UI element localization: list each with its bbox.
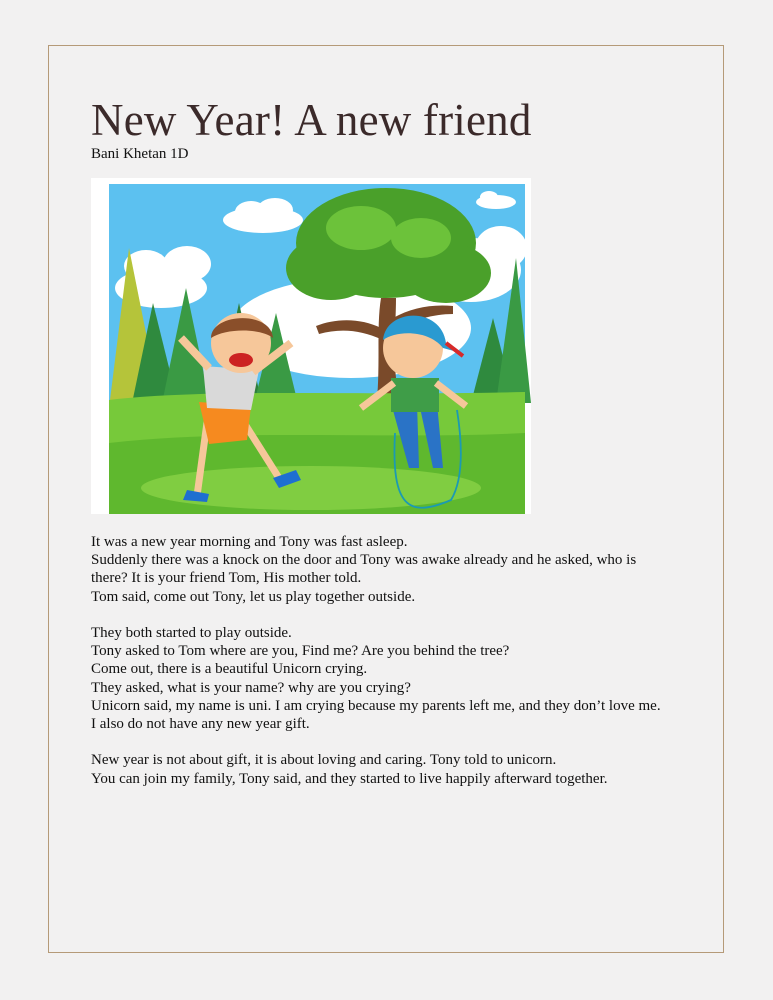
story-line: They asked, what is your name? why are you crying?	[91, 679, 411, 696]
story-line: Unicorn said, my name is uni. I am crying because my parents left me, and they don’t love me.	[91, 697, 661, 714]
story-line: Tom said, come out Tony, let us play together outside.	[91, 588, 416, 605]
story-line: there? It is your friend Tom, His mother told.	[91, 570, 362, 587]
story-paragraph-2	[91, 624, 711, 733]
story-line: They both started to play outside.	[91, 625, 292, 641]
story-paragraph-3	[91, 751, 711, 787]
story-line: It was a new year morning and Tony was fast asleep.	[91, 534, 408, 550]
story-line: Come out, there is a beautiful Unicorn crying.	[91, 661, 368, 678]
story-line: You can join my family, Tony said, and they started to live happily afterward together.	[91, 770, 608, 787]
kids-playing-illustration	[91, 178, 531, 514]
story-text	[91, 533, 711, 806]
author-line: Bani Khetan 1D	[91, 146, 189, 162]
story-line: I also do not have any new year gift.	[91, 716, 310, 733]
document-title: New Year! A new friend	[91, 95, 532, 145]
story-line: Suddenly there was a knock on the door and Tony was awake already and he asked, who is	[91, 552, 637, 569]
story-line: New year is not about gift, it is about loving and caring. Tony told to unicorn.	[91, 752, 557, 769]
story-paragraph-1	[91, 533, 711, 606]
story-line: Tony asked to Tom where are you, Find me? Are you behind the tree?	[91, 643, 510, 660]
